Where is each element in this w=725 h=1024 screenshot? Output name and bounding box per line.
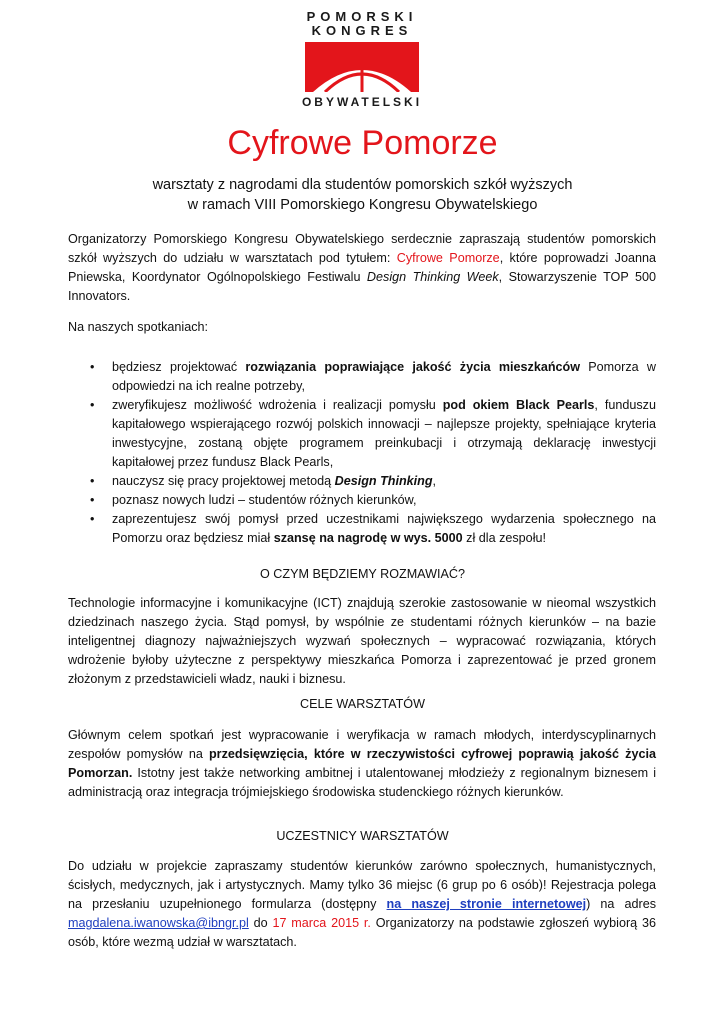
subtitle xyxy=(0,175,725,215)
section-heading-participants: UCZESTNICY WARSZTATÓW xyxy=(276,829,449,843)
logo-text-pomorski: POMORSKI xyxy=(306,9,418,24)
logo-text-kongres: KONGRES xyxy=(311,23,413,38)
bullet-1-pre: będziesz projektować xyxy=(112,360,246,374)
goals-paragraph xyxy=(68,726,656,802)
bullet-3-bold: Design Thinking xyxy=(334,474,433,488)
goals-pre: Głównym celem spotkań jest wypracowanie i weryfikacja w ramach młodych, interdyscyplinarnych zespołów pomysłów na xyxy=(68,728,656,761)
bullet-2-pre: zweryfikujesz możliwość wdrożenia i realizacji pomysłu xyxy=(112,398,443,412)
bullet-1-bold: rozwiązania poprawiające jakość życia mieszkańców xyxy=(245,360,581,374)
participants-part-1: Do udziału w projekcie zapraszamy studentów kierunków zarówno społecznych, humanistycznych, ścisłych, medycznych, jak i artystycznych. Mamy tylko 36 miejsc (6 grup po 6 osób)! Rejestracja polega na przesłaniu uzupełnionego formularza (dostępny xyxy=(68,859,656,911)
intro-festival: Design Thinking Week xyxy=(366,270,499,284)
website-link[interactable]: na naszej stronie internetowej xyxy=(386,897,587,911)
participants-part-3: do xyxy=(248,916,273,930)
list-item xyxy=(68,472,656,491)
participants-paragraph xyxy=(68,857,656,952)
section-heading-topics: O CZYM BĘDZIEMY ROZMAWIAĆ? xyxy=(259,567,465,581)
benefits-list xyxy=(68,358,656,548)
intro-part-3: , Stowarzyszenie TOP 500 Innovators. xyxy=(68,270,656,303)
topics-paragraph: Technologie informacyjne i komunikacyjne (ICT) znajdują szerokie zastosowanie w nieomal wszystkich dziedzinach naszego życia. Stąd pomysł, by wspólnie ze studentami różnych kierunków – na bazie inteligentnej diagnozy najważniejszych wyzwań społecznych – wypracować rozwiązania, których wdrożenie byłoby użyteczne z perspektywy mieszkańca Pomorza i zaprezentować je przed gronem złożonym z przedstawicieli władz, nauki i biznesu. xyxy=(68,596,656,686)
bullet-icon: • xyxy=(90,474,95,488)
list-item xyxy=(68,358,656,396)
bullet-5-post: zł dla zespołu! xyxy=(462,531,546,545)
deadline-date: 17 marca 2015 r. xyxy=(272,916,371,930)
participants-part-4: Organizatorzy na podstawie zgłoszeń wybiorą 36 osób, które wezmą udział w warsztatach. xyxy=(68,916,656,949)
intro-paragraph xyxy=(68,230,656,306)
bullet-icon: • xyxy=(90,360,95,374)
bullet-2-post: , funduszu kapitałowego wspierającego rozwój polskich innowacji – najlepsze projekty, spełniające kryteria inwestycyjne, zostaną objęte programem preinkubacji i otrzymają deklarację inwestycji kapitałowej przez fundusz Black Pearls, xyxy=(112,398,656,469)
bullet-icon: • xyxy=(90,512,95,526)
email-link[interactable]: magdalena.iwanowska@ibngr.pl xyxy=(68,916,249,930)
intro-highlight: Cyfrowe Pomorze xyxy=(396,251,500,265)
intro-part-1: Organizatorzy Pomorskiego Kongresu Obywatelskiego serdecznie zapraszają studentów pomorskich szkół wyższych do udziału w warsztatach pod tytułem: xyxy=(68,232,656,265)
bullet-2-bold: pod okiem Black Pearls xyxy=(442,398,595,412)
bullet-3-pre: nauczysz się pracy projektowej metodą xyxy=(112,474,335,488)
bullet-5-bold: szansę na nagrodę w wys. 5000 xyxy=(273,531,463,545)
bullet-1-post: Pomorza w odpowiedzi na ich realne potrzeby, xyxy=(112,360,656,393)
logo-text-obywatelski: OBYWATELSKI xyxy=(301,95,423,109)
participants-part-2: ) na adres xyxy=(586,897,657,911)
meetings-label: Na naszych spotkaniach: xyxy=(68,320,209,334)
goals-post: Istotny jest także networking ambitnej i utalentowanej młodzieży z regionalnym biznesem i administracją oraz integracja trójmiejskiego środowiska studenckiego różnych kierunków. xyxy=(68,766,656,799)
intro-part-2: , które poprowadzi Joanna Pniewska, Koordynator Ogólnopolskiego Festiwalu xyxy=(68,251,656,284)
list-item xyxy=(68,491,656,510)
subtitle-line-2: w ramach VIII Pomorskiego Kongresu Obywatelskiego xyxy=(187,197,538,213)
bullet-icon: • xyxy=(90,398,95,412)
bullet-5-pre: zaprezentujesz swój pomysł przed uczestnikami największego wydarzenia społecznego na Pomorzu oraz będziesz miał xyxy=(112,512,656,545)
logo-arch-icon xyxy=(305,42,419,92)
section-heading-goals: CELE WARSZTATÓW xyxy=(299,697,425,711)
subtitle-line-1: warsztaty z nagrodami dla studentów pomorskich szkół wyższych xyxy=(152,177,573,193)
bullet-icon: • xyxy=(90,493,95,507)
goals-bold: przedsięwzięcia, które w rzeczywistości cyfrowej poprawią jakość życia Pomorzan. xyxy=(68,747,656,780)
list-item xyxy=(68,510,656,548)
list-item xyxy=(68,396,656,472)
bullet-3-post: , xyxy=(432,474,437,488)
bullet-4-text: poznasz nowych ludzi – studentów różnych kierunków, xyxy=(112,493,417,507)
congress-logo xyxy=(300,10,424,109)
page-title: Cyfrowe Pomorze xyxy=(227,124,498,162)
